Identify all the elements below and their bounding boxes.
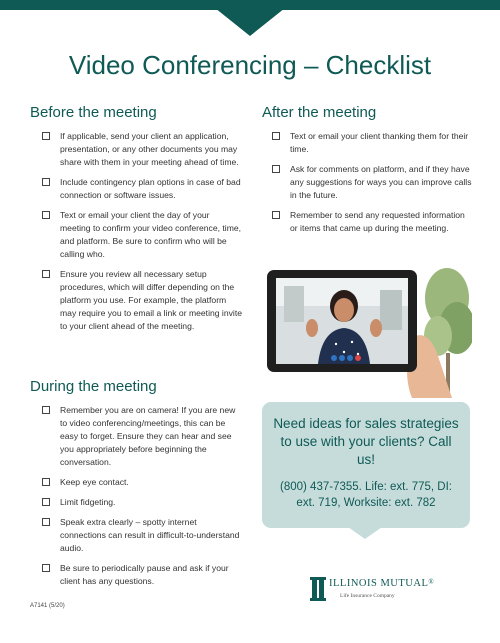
cta-heading: Need ideas for sales strategies to use with your clients? Call us!: [273, 416, 459, 467]
list-item: [42, 209, 242, 261]
list-item-text: Remember to send any requested information or items that came up during the meeting.: [290, 210, 465, 233]
section-heading-after: After the meeting: [262, 104, 377, 121]
call-control-icon: [347, 355, 353, 361]
logo-name-text: ILLINOIS MUTUAL: [329, 578, 429, 589]
checkbox-icon: [272, 132, 280, 140]
cta-phone: (800) 437-7355. Life: ext. 775, DI: ext. 719, Worksite: ext. 782: [280, 481, 452, 509]
cta-box: [262, 402, 470, 528]
before-checklist: [42, 130, 242, 340]
list-item: [42, 404, 242, 469]
list-item: [42, 130, 242, 169]
after-checklist: [272, 130, 472, 242]
checkbox-icon: [42, 406, 50, 414]
list-item: [42, 176, 242, 202]
list-item-text: Speak extra clearly – spotty internet connections can result in difficult-to-understand audio.: [60, 517, 240, 553]
section-heading-before: Before the meeting: [30, 104, 157, 121]
registered-mark: ®: [428, 578, 435, 586]
page-title: Video Conferencing – Checklist: [68, 50, 432, 80]
list-item-text: Text or email your client thanking them for their time.: [290, 131, 469, 154]
list-item: [272, 209, 472, 235]
list-item-text: Ask for comments on platform, and if they have any suggestions for ways you can improve calls in the future.: [290, 164, 472, 200]
list-item: [42, 268, 242, 333]
list-item: [42, 476, 242, 489]
checkbox-icon: [272, 211, 280, 219]
checkbox-icon: [42, 478, 50, 486]
checkbox-icon: [42, 132, 50, 140]
checkbox-icon: [42, 211, 50, 219]
list-item: [42, 516, 242, 555]
call-control-icon: [331, 355, 337, 361]
checkbox-icon: [42, 178, 50, 186]
checkbox-icon: [42, 498, 50, 506]
top-notch: [215, 8, 285, 36]
list-item-text: Include contingency plan options in case of bad connection or software issues.: [60, 177, 241, 200]
during-checklist: [42, 404, 242, 595]
cta-pointer: [348, 527, 382, 539]
checkbox-icon: [42, 518, 50, 526]
tablet-illustration-svg: [262, 258, 472, 398]
list-item: [42, 562, 242, 588]
end-call-icon: [355, 355, 361, 361]
list-item: [42, 496, 242, 509]
list-item-text: Remember you are on camera! If you are new to video conferencing/meetings, this can be easy to forget. Ensure they can hear and see you appropriately before beginning the conversation.: [60, 405, 236, 467]
list-item-text: If applicable, send your client an application, presentation, or any other documents you may share with them in your meeting ahead of time.: [60, 131, 239, 167]
list-item-text: Limit fidgeting.: [60, 497, 116, 507]
list-item: [272, 130, 472, 156]
list-item-text: Text or email your client the day of your meeting to confirm your video conference, time, and platform. Be sure to confirm who will be calling who.: [60, 210, 242, 259]
list-item-text: Keep eye contact.: [60, 477, 129, 487]
logo-subtitle: Life Insurance Company: [340, 593, 395, 599]
section-heading-during: During the meeting: [30, 378, 157, 395]
checkbox-icon: [42, 564, 50, 572]
tablet-video-call-image: [262, 258, 472, 398]
list-item-text: Be sure to periodically pause and ask if your client has any questions.: [60, 563, 229, 586]
checkbox-icon: [42, 270, 50, 278]
form-number: A7141 (5/20): [30, 603, 65, 609]
logo-name: [329, 578, 434, 589]
call-control-icon: [339, 355, 345, 361]
list-item-text: Ensure you review all necessary setup procedures, which will differ depending on the platform you use. For example, the platform may require you to email a link or meeting invite to your client ahead of the meeting.: [60, 269, 242, 331]
list-item: [272, 163, 472, 202]
checkbox-icon: [272, 165, 280, 173]
